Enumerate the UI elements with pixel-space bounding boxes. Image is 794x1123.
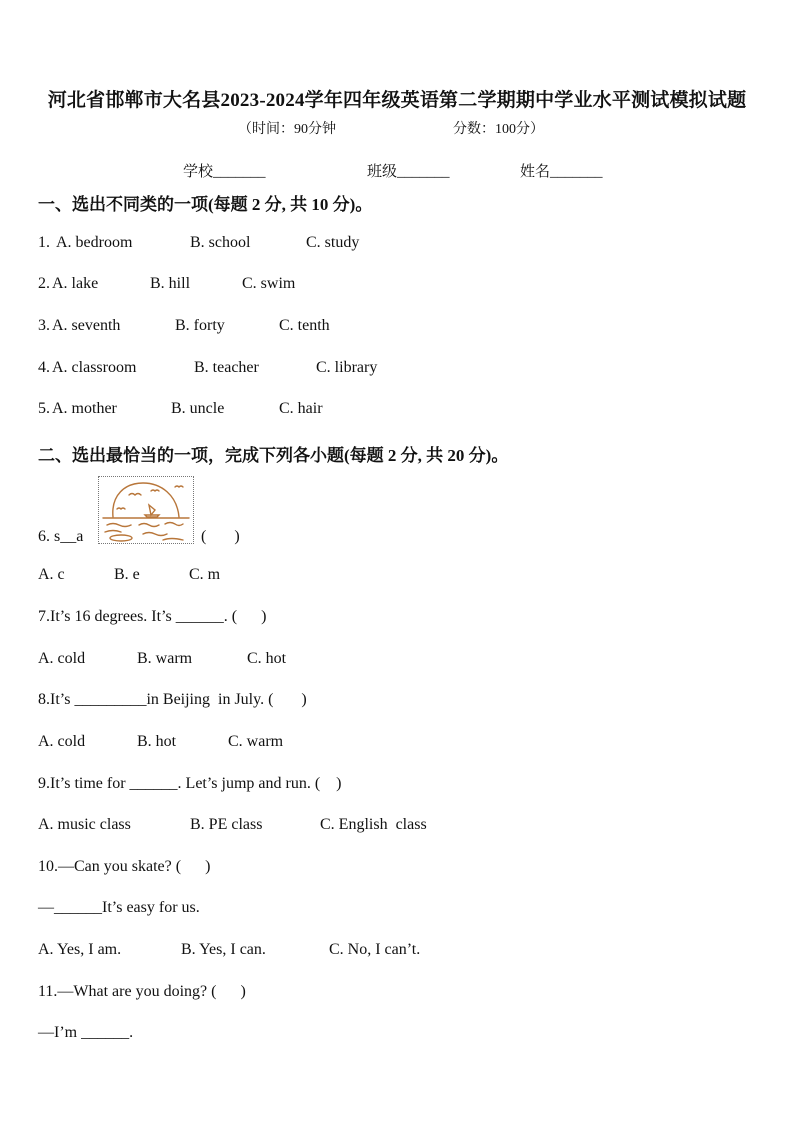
option-c: C. m bbox=[189, 566, 221, 583]
exam-time: （时间：90分钟 bbox=[238, 122, 336, 137]
option-b: B. teacher bbox=[194, 359, 259, 376]
question-11-stem: 11.—What are you doing? ( ) bbox=[38, 983, 246, 1000]
question-number: 2. bbox=[38, 275, 50, 292]
option-b: B. forty bbox=[175, 317, 225, 334]
school-field: 学校_______ bbox=[183, 164, 266, 180]
option-c: C. tenth bbox=[279, 317, 330, 334]
option-c: C. No, I can’t. bbox=[329, 941, 421, 958]
option-a: A. lake bbox=[52, 275, 99, 292]
option-b: B. PE class bbox=[190, 816, 263, 833]
option-b: B. hill bbox=[150, 275, 191, 292]
option-a: A. bedroom bbox=[56, 234, 133, 251]
option-b: B. warm bbox=[137, 650, 193, 667]
option-c: C. hair bbox=[279, 400, 323, 417]
option-a: A. classroom bbox=[52, 359, 137, 376]
option-b: B. hot bbox=[137, 733, 177, 750]
page-title: 河北省邯郸市大名县2023-2024学年四年级英语第二学期期中学业水平测试模拟试题 bbox=[47, 90, 747, 111]
question-6-answer-paren: ( ) bbox=[201, 528, 240, 545]
question-7-stem: 7.It’s 16 degrees. It’s ______. ( ) bbox=[38, 608, 267, 625]
class-field: 班级_______ bbox=[367, 164, 450, 180]
option-c: C. English class bbox=[320, 816, 427, 833]
option-a: A. mother bbox=[52, 400, 117, 417]
question-11-reply: —I’m ______. bbox=[38, 1024, 134, 1041]
option-b: B. Yes, I can. bbox=[181, 941, 266, 958]
exam-score: 分数：100分） bbox=[453, 122, 544, 137]
option-c: C. library bbox=[316, 359, 378, 376]
option-b: B. uncle bbox=[171, 400, 225, 417]
question-number: 5. bbox=[38, 400, 50, 417]
section1-title: 一、选出不同类的一项(每题 2 分, 共 10 分)。 bbox=[38, 195, 373, 214]
option-a: A. music class bbox=[38, 816, 131, 833]
name-field: 姓名_______ bbox=[520, 164, 603, 180]
option-a: A. Yes, I am. bbox=[38, 941, 122, 958]
section2-title: 二、选出最恰当的一项，完成下列各小题(每题 2 分, 共 20 分)。 bbox=[38, 446, 509, 465]
option-a: A. c bbox=[38, 566, 65, 583]
question-number: 4. bbox=[38, 359, 50, 376]
question-8-stem: 8.It’s _________in Beijing in July. ( ) bbox=[38, 691, 307, 708]
sunset-sea-picture bbox=[98, 476, 194, 544]
option-a: A. cold bbox=[38, 733, 86, 750]
question-9-stem: 9.It’s time for ______. Let’s jump and run. ( ) bbox=[38, 775, 342, 792]
question-number: 1. bbox=[38, 234, 50, 251]
question-number: 3. bbox=[38, 317, 50, 334]
option-a: A. seventh bbox=[52, 317, 121, 334]
option-a: A. cold bbox=[38, 650, 86, 667]
option-c: C. study bbox=[306, 234, 360, 251]
question-6-stem: 6. s__a bbox=[38, 528, 84, 545]
question-10-reply: —______It’s easy for us. bbox=[38, 899, 200, 916]
option-c: C. hot bbox=[247, 650, 287, 667]
question-10-stem: 10.—Can you skate? ( ) bbox=[38, 858, 211, 875]
option-c: C. swim bbox=[242, 275, 296, 292]
option-b: B. e bbox=[114, 566, 140, 583]
option-b: B. school bbox=[190, 234, 251, 251]
option-c: C. warm bbox=[228, 733, 284, 750]
sun-sea-illustration bbox=[99, 477, 193, 543]
